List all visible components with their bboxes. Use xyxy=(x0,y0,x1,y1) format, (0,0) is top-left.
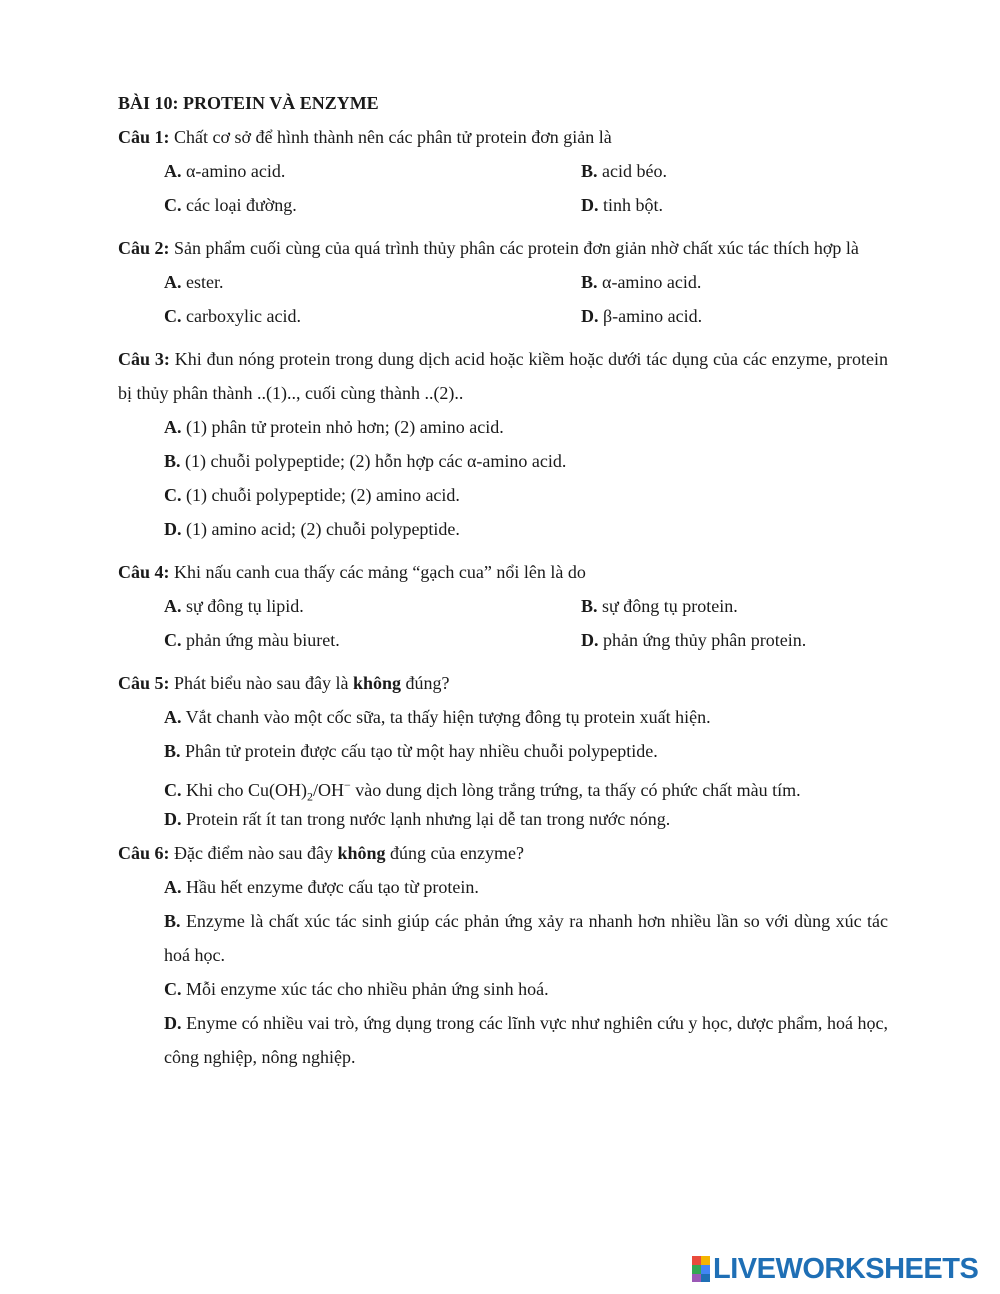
option-c[interactable]: C. Khi cho $Cu(OH)_2/OH^-$ vào dung dịch lòng trắng trứng, ta thấy có phức chất màu tím. xyxy=(164,778,801,804)
option-a[interactable]: A. (1) phân tử protein nhỏ hơn; (2) amino acid. xyxy=(164,417,504,437)
question-text: Sản phẩm cuối cùng của quá trình thủy phân các protein đơn giản nhờ chất xúc tác thích hợp là xyxy=(169,238,859,258)
option-c[interactable]: C. Mỗi enzyme xúc tác cho nhiều phản ứng sinh hoá. xyxy=(164,979,549,999)
question-6 xyxy=(118,836,888,1074)
question-1 xyxy=(118,120,888,222)
question-text: Chất cơ sở để hình thành nên các phân tử protein đơn giản là xyxy=(169,127,612,147)
question-label: Câu 4: xyxy=(118,562,170,582)
question-stem xyxy=(118,120,888,154)
option-a[interactable]: A. Vắt chanh vào một cốc sữa, ta thấy hiện tượng đông tụ protein xuất hiện. xyxy=(164,707,711,727)
option-a[interactable]: A. Hầu hết enzyme được cấu tạo từ protein. xyxy=(164,877,479,897)
option-c[interactable]: C. các loại đường. xyxy=(164,195,297,215)
option-d[interactable]: D. tinh bột. xyxy=(581,195,664,215)
option-d[interactable]: D. phản ứng thủy phân protein. xyxy=(581,630,807,650)
question-label: Câu 3: xyxy=(118,349,170,369)
emphasis-text: không xyxy=(352,673,402,693)
option-c[interactable]: C. phản ứng màu biuret. xyxy=(164,630,340,650)
worksheet-title: BÀI 10: PROTEIN VÀ ENZYME xyxy=(118,93,379,113)
question-2 xyxy=(118,231,888,333)
question-label: Câu 6: xyxy=(118,843,170,863)
question-5 xyxy=(118,666,888,836)
question-label: Câu 1: xyxy=(118,127,170,147)
question-stem: Câu 6: Đặc điểm nào sau đây không đúng của enzyme? xyxy=(118,843,524,863)
option-b[interactable]: B. Phân tử protein được cấu tạo từ một hay nhiều chuỗi polypeptide. xyxy=(164,741,658,761)
question-label: Câu 5: xyxy=(118,673,170,693)
question-stem xyxy=(118,231,888,265)
option-b[interactable]: B. (1) chuỗi polypeptide; (2) hỗn hợp các α-amino acid. xyxy=(164,451,567,471)
option-d[interactable]: D. Protein rất ít tan trong nước lạnh nhưng lại dễ tan trong nước nóng. xyxy=(164,809,671,829)
liveworksheets-logo[interactable] xyxy=(692,1253,978,1285)
question-4 xyxy=(118,555,888,657)
question-text: Khi đun nóng protein trong dung dịch acid hoặc kiềm hoặc dưới tác dụng của các enzyme, protein bị thủy phân thành ..(1).., cuối cùng thành ..(2).. xyxy=(118,349,888,403)
option-a[interactable]: A. α-amino acid. xyxy=(164,161,286,181)
option-b[interactable]: B. Enzyme là chất xúc tác sinh giúp các phản ứng xảy ra nhanh hơn nhiều lần so với dùng xúc tác hoá học. xyxy=(164,911,888,965)
question-stem xyxy=(118,555,888,589)
option-c[interactable]: C. (1) chuỗi polypeptide; (2) amino acid. xyxy=(164,485,460,505)
brand-name: LIVEWORKSHEETS xyxy=(713,1252,979,1285)
option-b[interactable]: B. sự đông tụ protein. xyxy=(581,596,738,616)
question-text: Khi nấu canh cua thấy các mảng “gạch cua” nổi lên là do xyxy=(169,562,586,582)
question-stem: Câu 5: Phát biểu nào sau đây là không đúng? xyxy=(118,673,450,693)
question-stem xyxy=(118,342,888,410)
question-label: Câu 2: xyxy=(118,238,170,258)
option-b[interactable]: B. acid béo. xyxy=(581,161,667,181)
liveworksheets-icon xyxy=(692,1256,710,1282)
option-d[interactable]: D. Enyme có nhiều vai trò, ứng dụng trong các lĩnh vực như nghiên cứu y học, dược phẩm, hoá học, công nghiệp, nông nghiệp. xyxy=(164,1013,888,1067)
option-c[interactable]: C. carboxylic acid. xyxy=(164,306,301,326)
option-d[interactable]: D. (1) amino acid; (2) chuỗi polypeptide. xyxy=(164,519,460,539)
worksheet-page xyxy=(118,86,888,1074)
option-b[interactable]: B. α-amino acid. xyxy=(581,272,702,292)
question-3 xyxy=(118,342,888,546)
option-a[interactable]: A. sự đông tụ lipid. xyxy=(164,596,304,616)
option-a[interactable]: A. ester. xyxy=(164,272,224,292)
emphasis-text: không xyxy=(337,843,386,863)
option-d[interactable]: D. β-amino acid. xyxy=(581,306,703,326)
